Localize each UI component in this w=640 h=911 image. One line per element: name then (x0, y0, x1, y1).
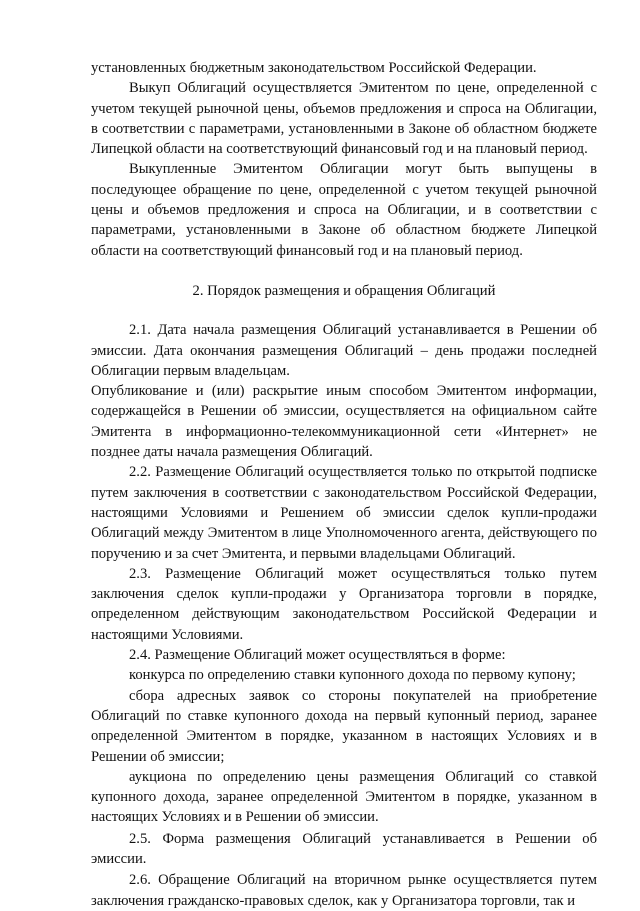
list-item-auction: аукциона по определению цены размещения Облигаций со ставкой купонного дохода, заранее определенной Эмитентом в порядке, указанном в настоящих Условиях и в Решении об эмиссии. (91, 768, 597, 826)
section-heading: 2. Порядок размещения и обращения Облигаций (192, 282, 496, 299)
list-item-bids: сбора адресных заявок со стороны покупателей на приобретение Облигаций по ставке купонного дохода на первый купонный период, заранее определенной Эмитентом в порядке, указанном в настоящих Условиях и в Решении об эмиссии; (91, 687, 597, 765)
paragraph-buyback: Выкуп Облигаций осуществляется Эмитентом по цене, определенной с учетом текущей рыночной цены, объемов предложения и спроса на Облигации, в соответствии с параметрами, установленными в Законе об областном бюджете Липецкой области на соответствующий финансовый год и на плановый период. (91, 80, 597, 158)
paragraph-continuation: установленных бюджетным законодательством Российской Федерации. (91, 60, 537, 76)
paragraph-resale: Выкупленные Эмитентом Облигации могут быть выпущены в последующее обращение по цене, определенной с учетом текущей рыночной цены и объемов предложения и спроса на Облигации, и в соответствии с параметрами, установленными в Законе об областном бюджете Липецкой области на соответствующий финансовый год и на плановый период. (91, 161, 597, 259)
list-item-contest: конкурса по определению ставки купонного дохода по первому купону; (129, 667, 576, 684)
paragraph-2-2: 2.2. Размещение Облигаций осуществляется только по открытой подписке путем заключения в соответствии с законодательством Российской Федерации, настоящими Условиями и Решением об эмиссии сделок купли-продажи Облигаций между Эмитентом в лице Уполномоченного агента, действующего по поручению и за счет Эмитента, и первыми владельцами Облигаций. (91, 464, 597, 562)
paragraph-2-5: 2.5. Форма размещения Облигаций устанавливается в Решении об эмиссии. (91, 830, 597, 867)
paragraph-2-4: 2.4. Размещение Облигаций может осуществляться в форме: (129, 647, 506, 664)
paragraph-2-3: 2.3. Размещение Облигаций может осуществляться только путем заключения сделок купли-продажи у Организатора торговли в порядке, определенном действующим законодательством Российской Федерации и настоящими Условиями. (91, 565, 597, 643)
paragraph-publication: Опубликование и (или) раскрытие иным способом Эмитентом информации, содержащейся в Решении об эмиссии, осуществляется на официальном сайте Эмитента в информационно-телекоммуникационной сети «Интернет» не позднее даты начала размещения Облигаций. (91, 383, 597, 461)
paragraph-2-6: 2.6. Обращение Облигаций на вторичном рынке осуществляется путем заключения гражданско-правовых сделок, как у Организатора торговли, так и (91, 872, 597, 909)
paragraph-2-1: 2.1. Дата начала размещения Облигаций устанавливается в Решении об эмиссии. Дата окончания размещения Облигаций – день продажи последней Облигации первым владельцам. (91, 322, 597, 379)
document-page (91, 58, 597, 911)
